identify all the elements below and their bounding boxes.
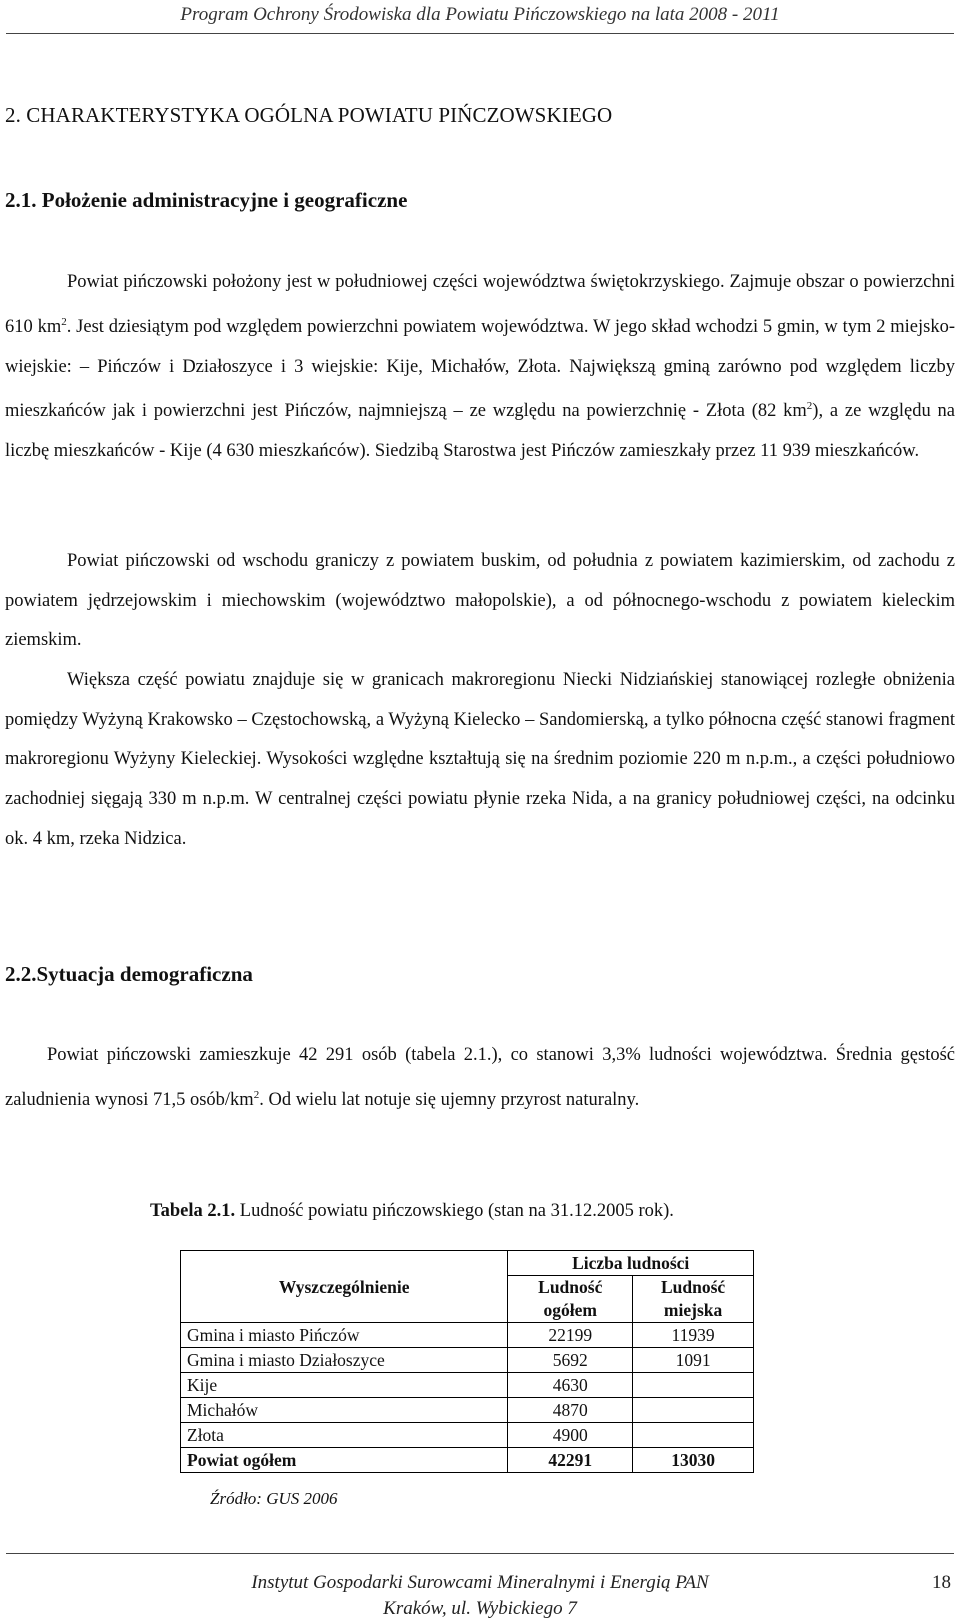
header-group: Liczba ludności (508, 1251, 754, 1276)
total-population: 42291 (508, 1448, 633, 1473)
paragraph-location (5, 263, 955, 472)
row-name: Gmina i miasto Pińczów (181, 1323, 508, 1348)
paragraph-demography (5, 1036, 955, 1121)
table-row (181, 1373, 754, 1398)
paragraph-text: . Od wielu lat notuje się ujemny przyrost naturalny. (259, 1089, 640, 1110)
row-name: Kije (181, 1373, 508, 1398)
paragraph-text: Powiat pińczowski położony jest w południowej części województwa świętokrzyskiego. Zajmuje obszar o powierzchni 610 km (5, 272, 955, 337)
table-row (181, 1423, 754, 1448)
table-total-row (181, 1448, 754, 1473)
running-header: Program Ochrony Środowiska dla Powiatu Pińczowskiego na lata 2008 - 2011 (180, 4, 780, 25)
section-title-demography: 2.2.Sytuacja demograficzna (5, 962, 253, 986)
header-total: Ludność ogółem (508, 1276, 633, 1323)
row-total: 22199 (508, 1323, 633, 1348)
row-name: Złota (181, 1423, 508, 1448)
row-total: 5692 (508, 1348, 633, 1373)
table-caption-label: Tabela 2.1. (150, 1201, 236, 1221)
paragraph-text: Powiat pińczowski zamieszkuje 42 291 osób (tabela 2.1.), co stanowi 3,3% ludności województwa. Średnia gęstość zaludnienia wynosi 71,5 osób/km (5, 1045, 955, 1110)
page-number: 18 (932, 1572, 951, 1593)
paragraph-borders: Powiat pińczowski od wschodu graniczy z powiatem buskim, od południa z powiatem kazimierskim, od zachodu z powiatem jędrzejowskim i miechowskim (województwo małopolskie), a od północnego-wschodu z powiatem kieleckim ziemskim. (5, 551, 955, 651)
chapter-title: 2. CHARAKTERYSTYKA OGÓLNA POWIATU PIŃCZOWSKIEGO (5, 103, 613, 127)
table-row (181, 1398, 754, 1423)
row-name: Michałów (181, 1398, 508, 1423)
row-urban: 1091 (633, 1348, 754, 1373)
population-table (180, 1250, 754, 1473)
superscript: 2 (253, 1088, 260, 1101)
header-divider (6, 33, 954, 34)
row-urban (633, 1398, 754, 1423)
row-total: 4630 (508, 1373, 633, 1398)
row-total: 4900 (508, 1423, 633, 1448)
total-name: Powiat ogółem (181, 1448, 508, 1473)
header-item: Wyszczególnienie (181, 1251, 508, 1323)
table-row (181, 1348, 754, 1373)
total-urban: 13030 (633, 1448, 754, 1473)
paragraph-text: ), a ze względu na liczbę mieszkańców - Kije (4 630 mieszkańców). Siedzibą Starostwa jest Pińczów zamieszkały przez 11 939 mieszkańców. (5, 401, 955, 462)
paragraph-text: . Jest dziesiątym pod względem powierzchni powiatem województwa. W jego skład wchodzi 5 gmin, w tym 2 miejsko-wiejskie: – Pińczów i Działoszyce i 3 wiejskie: Kije, Michałów, Złota. Największą gminą zarówno pod względem liczby mieszkańców jak i powierzchni jest Pińczów, najmniejszą – ze względu na powierzchnię - Złota (82 km (5, 316, 956, 422)
footer-address: Kraków, ul. Wybickiego 7 (383, 1598, 577, 1619)
row-urban (633, 1423, 754, 1448)
table-caption (150, 1201, 674, 1222)
section-title-location: 2.1. Położenie administracyjne i geograficzne (5, 188, 408, 212)
superscript: 2 (806, 400, 813, 413)
table-row (181, 1323, 754, 1348)
table-header-row (181, 1251, 754, 1276)
row-total: 4870 (508, 1398, 633, 1423)
table-caption-text: Ludność powiatu pińczowskiego (stan na 31.12.2005 rok). (235, 1201, 674, 1221)
row-urban: 11939 (633, 1323, 754, 1348)
row-name: Gmina i miasto Działoszyce (181, 1348, 508, 1373)
footer-divider (6, 1553, 954, 1554)
table-source: Źródło: GUS 2006 (210, 1489, 338, 1508)
superscript: 2 (61, 315, 67, 328)
header-urban: Ludność miejska (633, 1276, 754, 1323)
row-urban (633, 1373, 754, 1398)
paragraph-geography: Większa część powiatu znajduje się w granicach makroregionu Niecki Nidziańskiej stanowiącej rozległe obniżenia pomiędzy Wyżyną Krakowsko – Częstochowską, a Wyżyną Kielecko – Sandomierską, a tylko północna część stanowi fragment makroregionu Wyżyny Kieleckiej. Wysokości względne kształtują się na średnim poziomie 220 m n.p.m., a części południowo zachodniej sięgają 330 m n.p.m. W centralnej części powiatu płynie rzeka Nida, a na granicy południowej części, na odcinku ok. 4 km, rzeka Nidzica. (5, 670, 955, 849)
footer-institution: Instytut Gospodarki Surowcami Mineralnymi i Energią PAN (251, 1572, 709, 1593)
